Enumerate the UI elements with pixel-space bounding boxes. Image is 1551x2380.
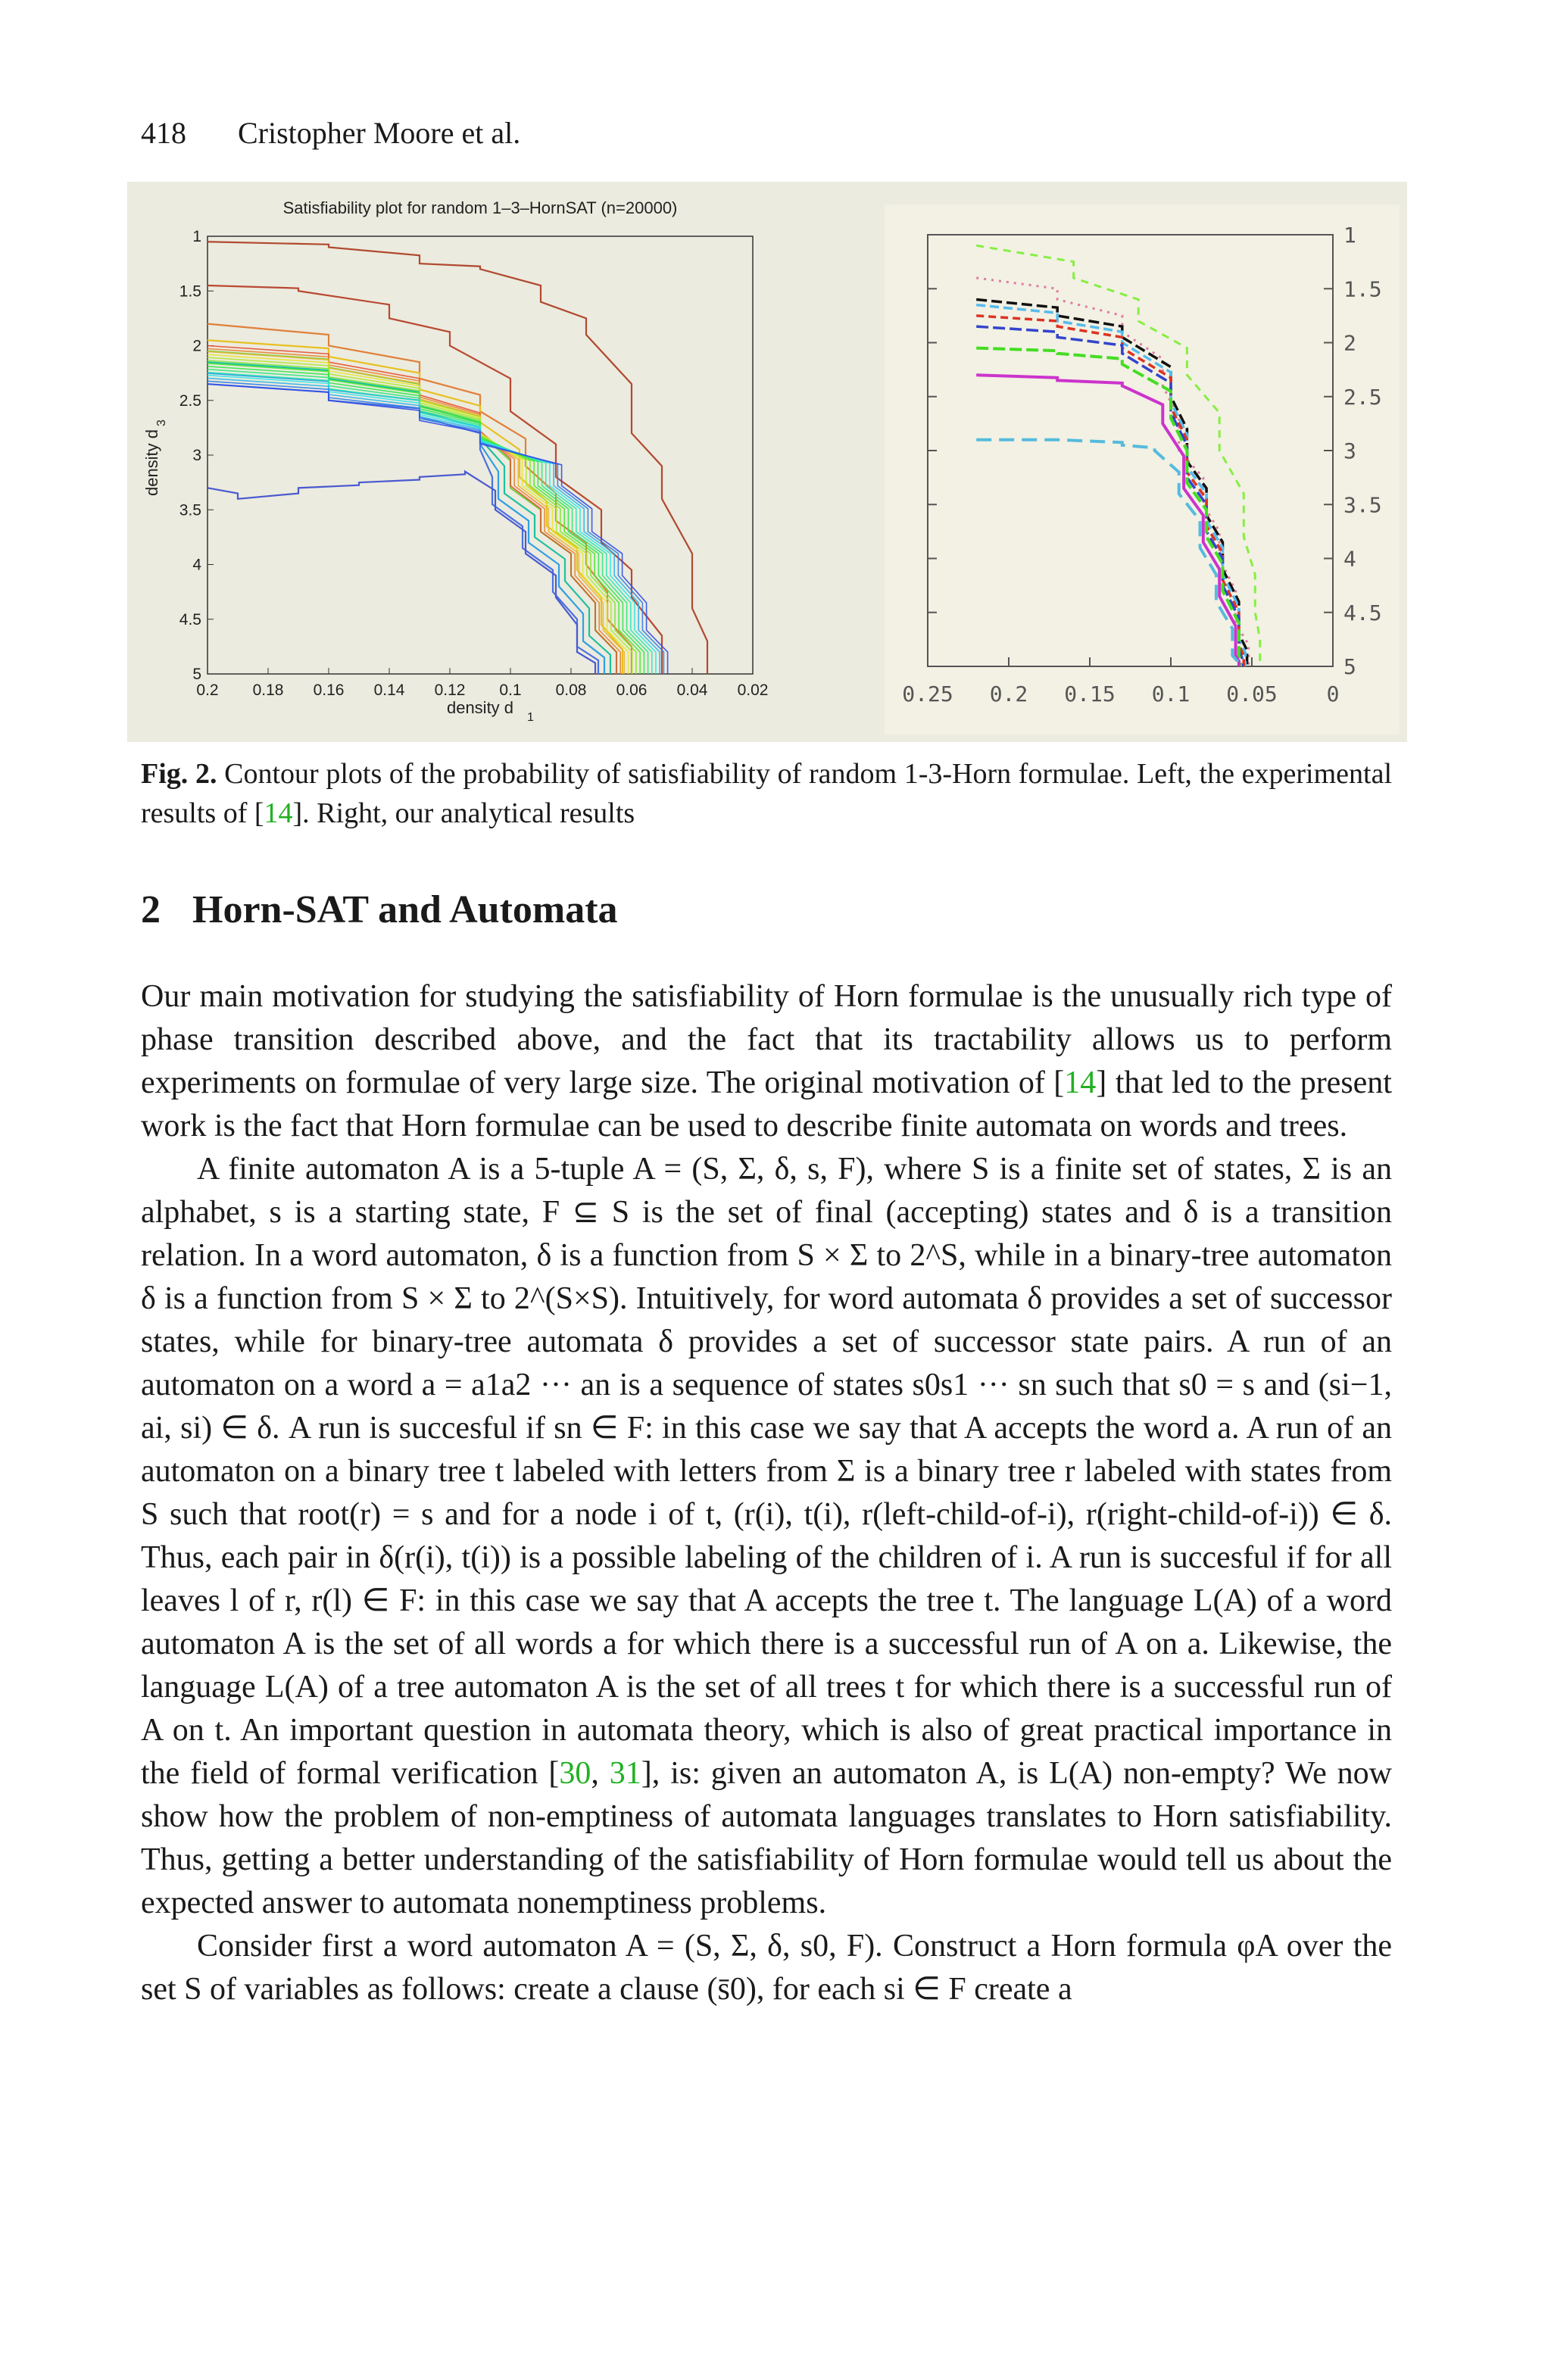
left-xaxis-label: density d xyxy=(446,698,514,717)
citation-separator: , xyxy=(591,1756,610,1791)
left-xtick-label: 0.08 xyxy=(555,682,587,699)
caption-text-1: Contour plots of the probability of satisfiability of random 1-3-Horn formulae. Left, the experimental results of [ xyxy=(141,758,1392,829)
left-ytick-label: 5 xyxy=(192,666,201,683)
paragraph-2-text: A finite automaton A is a 5-tuple A = (S, Σ, δ, s, F), where S is a finite set of states, Σ is an alphabet, s is a starting state, F ⊆ S is the set of final (accepting) states and δ is a transition relation. In a word automaton, δ is a function from S × Σ to 2^S, while in a binary-tree automaton δ is a function from S × Σ to 2^(S×S). Intuitively, for word automata δ provides a set of successor states, while for binary-tree automata δ provides a set of successor state pairs. A run of an automaton on a word a = a1a2 ··· an is a sequence of states s0s1 ··· sn such that s0 = s and (si−1, ai, si) ∈ δ. A run is succesful if sn ∈ F: in this case we say that A accepts the word a. A run of an automaton on a binary tree t labeled with letters from Σ is a binary tree r labeled with states from S such that root(r) = s and for a node i of t, (r(i), t(i), r(left-child-of-i), r(right-child-of-i)) ∈ δ. Thus, each pair in δ(r(i), t(i)) is a possible labeling of the children of i. A run is succesful if for all leaves l of r, r(l) ∈ F: in this case we say that A accepts the tree t. The language L(A) of a word automaton A is the set of all words a for which there is a successful run of A on a. Likewise, the language L(A) of a tree automaton A is the set of all trees t for which there is a successful run of A on t. An important question in automata theory, which is also of great practical importance in the field of formal verification [ xyxy=(141,1152,1392,1791)
caption-label: Fig. 2. xyxy=(141,758,217,790)
left-xtick-label: 0.12 xyxy=(434,682,466,699)
left-ytick-label: 3 xyxy=(192,447,201,464)
left-contour-line xyxy=(208,384,598,674)
right-xtick-label: 0.25 xyxy=(902,682,953,707)
right-ytick-label: 2.5 xyxy=(1343,384,1382,410)
left-xtick-label: 0.18 xyxy=(252,682,284,699)
right-ytick-label: 2 xyxy=(1343,330,1356,356)
citation-30[interactable]: 30 xyxy=(559,1756,591,1791)
left-contour-line xyxy=(208,242,707,674)
left-xtick-label: 0.14 xyxy=(373,682,405,699)
left-xtick-label: 0.1 xyxy=(499,682,522,699)
left-yaxis-label-sub: 3 xyxy=(155,420,168,426)
right-ytick-label: 3.5 xyxy=(1343,492,1382,518)
running-head xyxy=(141,115,520,151)
left-xtick-label: 0.02 xyxy=(737,682,769,699)
left-ytick-label: 3.5 xyxy=(179,501,201,519)
left-ytick-label: 2.5 xyxy=(179,391,201,410)
figure-caption xyxy=(141,754,1392,833)
right-ytick-label: 1 xyxy=(1343,223,1356,248)
left-ytick-label: 4 xyxy=(192,556,201,574)
section-title: Horn-SAT and Automata xyxy=(192,888,618,931)
left-xaxis-label-sub: 1 xyxy=(527,711,534,724)
left-ytick-label: 2 xyxy=(192,337,201,355)
left-plot-frame xyxy=(208,236,753,674)
right-xtick-label: 0.05 xyxy=(1226,682,1278,707)
left-xtick-label: 0.16 xyxy=(313,682,345,699)
paragraph-2-text-b: ], is: given an automaton A, is L(A) non-empty? We now show how the problem of non-emptiness of automata languages translates to Horn satisfiability. Thus, getting a better understanding of the satisfiability of Horn formulae would tell us about the expected answer to automata nonemptiness problems. xyxy=(141,1756,1392,1920)
left-contour-line xyxy=(208,472,595,674)
right-xtick-label: 0 xyxy=(1326,682,1340,707)
caption-text-2: ]. Right, our analytical results xyxy=(292,797,635,829)
right-xtick-label: 0.2 xyxy=(989,682,1028,707)
left-yaxis-label: density d xyxy=(142,429,161,497)
left-xtick-label: 0.06 xyxy=(616,682,648,699)
left-ytick-label: 1.5 xyxy=(179,282,201,301)
right-ytick-label: 1.5 xyxy=(1343,276,1382,302)
figure-svg xyxy=(127,182,1407,742)
section-number: 2 xyxy=(141,888,161,931)
paragraph-1 xyxy=(141,975,1392,1148)
paragraph-1-text-a: Our main motivation for studying the satisfiability of Horn formulae is the unusually rich type of phase transition described above, and the fact that its tractability allows us to perform experiments on formulae of very large size. The original motivation of [ xyxy=(141,979,1392,1100)
left-xtick-label: 0.04 xyxy=(676,682,708,699)
right-ytick-label: 5 xyxy=(1343,654,1356,679)
paragraph-3 xyxy=(141,1925,1392,2011)
running-head-authors: Cristopher Moore et al. xyxy=(238,116,521,150)
left-ytick-label: 4.5 xyxy=(179,610,201,629)
left-contour-band-line xyxy=(208,373,652,674)
body-text xyxy=(141,975,1392,2011)
right-xtick-label: 0.1 xyxy=(1151,682,1191,707)
right-ytick-label: 4.5 xyxy=(1343,600,1382,625)
citation-14[interactable]: 14 xyxy=(1064,1065,1097,1100)
right-ytick-label: 4 xyxy=(1343,546,1356,572)
right-plot-background xyxy=(885,204,1400,735)
figure-panel xyxy=(127,182,1407,742)
right-ytick-label: 3 xyxy=(1343,438,1356,463)
left-plot-title: Satisfiability plot for random 1–3–HornSAT (n=20000) xyxy=(282,198,678,217)
right-xtick-label: 0.15 xyxy=(1064,682,1116,707)
paragraph-1-text-b: ] that led to the present work is the fact that Horn formulae can be used to describe finite automata on words and trees. xyxy=(141,1065,1392,1143)
left-xtick-label: 0.2 xyxy=(196,682,219,699)
section-heading xyxy=(141,887,618,932)
citation-31[interactable]: 31 xyxy=(609,1756,641,1791)
left-ytick-label: 1 xyxy=(192,228,201,245)
page-number: 418 xyxy=(141,116,186,150)
paragraph-2 xyxy=(141,1148,1392,1925)
paragraph-3-text: Consider first a word automaton A = (S, Σ, δ, s0, F). Construct a Horn formula φA over the set S of variables as follows: create a clause (s̄0), for each si ∈ F create a xyxy=(141,1929,1392,2007)
caption-citation[interactable]: 14 xyxy=(264,797,293,829)
